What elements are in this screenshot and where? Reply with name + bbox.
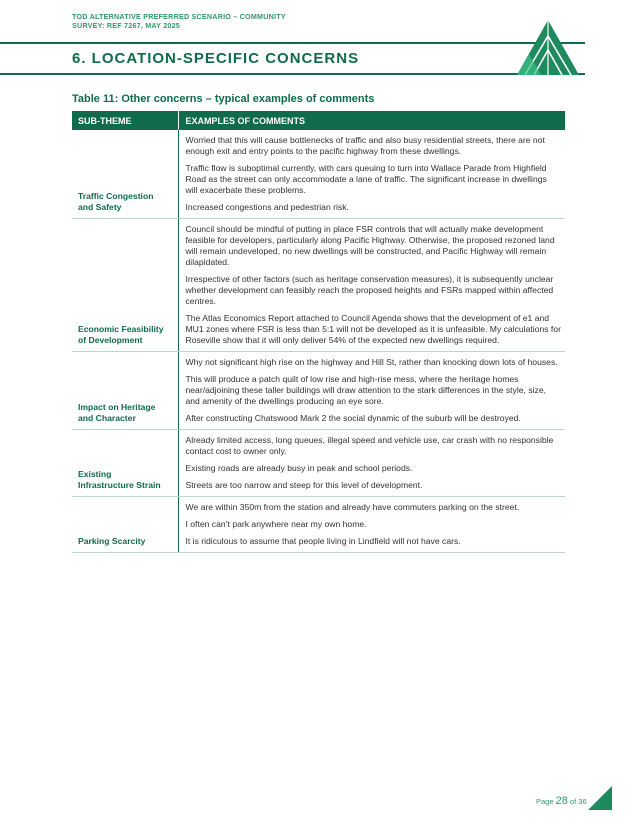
comment-text: Increased congestions and pedestrian risk. — [185, 202, 349, 212]
document-header — [72, 12, 286, 30]
examples-cell — [178, 352, 565, 430]
comment-text: Streets are too narrow and steep for this level of development. — [185, 480, 423, 490]
comments-table — [72, 111, 565, 553]
examples-cell — [178, 497, 565, 553]
comment-text: After constructing Chatswood Mark 2 the social dynamic of the suburb will be destroyed. — [185, 413, 521, 423]
header-rule-top — [0, 42, 585, 44]
column-header-subtheme: SUB-THEME — [72, 111, 178, 130]
table-header-row — [72, 111, 565, 130]
comment-text: Council should be mindful of putting in place FSR controls that will actually make development feasible for developers, particularly along Pacific Highway. Otherwise, the proposed rezoned land will remain undeveloped, no new dwellings will be constructed, and Pacific Highway will remain dilapidated. — [185, 224, 555, 267]
page-number-current: 28 — [555, 795, 568, 807]
comment-text: Irrespective of other factors (such as heritage conservation measures), it is subsequently unclear whether development can feasibly reach the proposed heights and FSRs mapped within affected centres. — [185, 274, 554, 306]
table-row — [72, 219, 565, 352]
examples-cell — [178, 219, 565, 352]
comment-text: I often can’t park anywhere near my own home. — [185, 519, 367, 529]
subtheme-cell: Traffic Congestion and Safety — [72, 130, 178, 219]
corner-triangle-icon — [588, 786, 612, 810]
table-row — [72, 430, 565, 497]
comment-text: Worried that this will cause bottlenecks of traffic and also busy residential streets, there are not enough exit and entry points to the pacific highway from these dwellings. — [185, 135, 545, 156]
header-rule-bottom — [0, 73, 585, 75]
table-caption: Table 11: Other concerns – typical examples of comments — [72, 93, 375, 105]
comment-text: We are within 350m from the station and already have commuters parking on the street. — [185, 502, 520, 512]
comment-text: The Atlas Economics Report attached to Council Agenda shows that the development of e1 and MU1 zones where FSR is less than 5:1 will not be developed as it is unfeasible. My calculations for Roseville show that it will only deliver 54% of the expected new dwellings required. — [185, 313, 561, 345]
table-row — [72, 130, 565, 219]
examples-cell — [178, 430, 565, 497]
table-row — [72, 497, 565, 553]
page-number: Page 28 of 36 — [536, 795, 587, 807]
column-header-examples: EXAMPLES OF COMMENTS — [178, 111, 565, 130]
header-line-2: SURVEY: REF 7267, MAY 2025 — [72, 21, 181, 30]
subtheme-cell: Economic Feasibility of Development — [72, 219, 178, 352]
comment-text: Why not significant high rise on the highway and Hill St, rather than knocking down lots of houses. — [185, 357, 558, 367]
header-line-1: TOD ALTERNATIVE PREFERRED SCENARIO – COMMUNITY — [72, 12, 286, 21]
comment-text: Already limited access, long queues, illegal speed and vehicle use, car crash with no responsible contact cost to owner only. — [185, 435, 554, 456]
comment-text: It is ridiculous to assume that people living in Lindfield will not have cars. — [185, 536, 461, 546]
subtheme-cell: Parking Scarcity — [72, 497, 178, 553]
subtheme-cell: Existing Infrastructure Strain — [72, 430, 178, 497]
comment-text: This will produce a patch quilt of low rise and high-rise mess, where the heritage homes near/adjoining these taller buildings will draw attention to the stark differences in the style, size, and amenity of the dwellings producing an eye sore. — [185, 374, 547, 406]
examples-cell — [178, 130, 565, 219]
comment-text: Traffic flow is suboptimal currently, with cars queuing to turn into Wallace Parade from Highfield Road as the street can only accommodate a lane of traffic. The significant increase in dwellings will exacerbate these problems. — [185, 163, 547, 195]
logo-mountain-icon — [515, 18, 581, 76]
subtheme-cell: Impact on Heritage and Character — [72, 352, 178, 430]
section-title: 6. LOCATION-SPECIFIC CONCERNS — [72, 50, 360, 67]
table-row — [72, 352, 565, 430]
comment-text: Existing roads are already busy in peak and school periods. — [185, 463, 413, 473]
